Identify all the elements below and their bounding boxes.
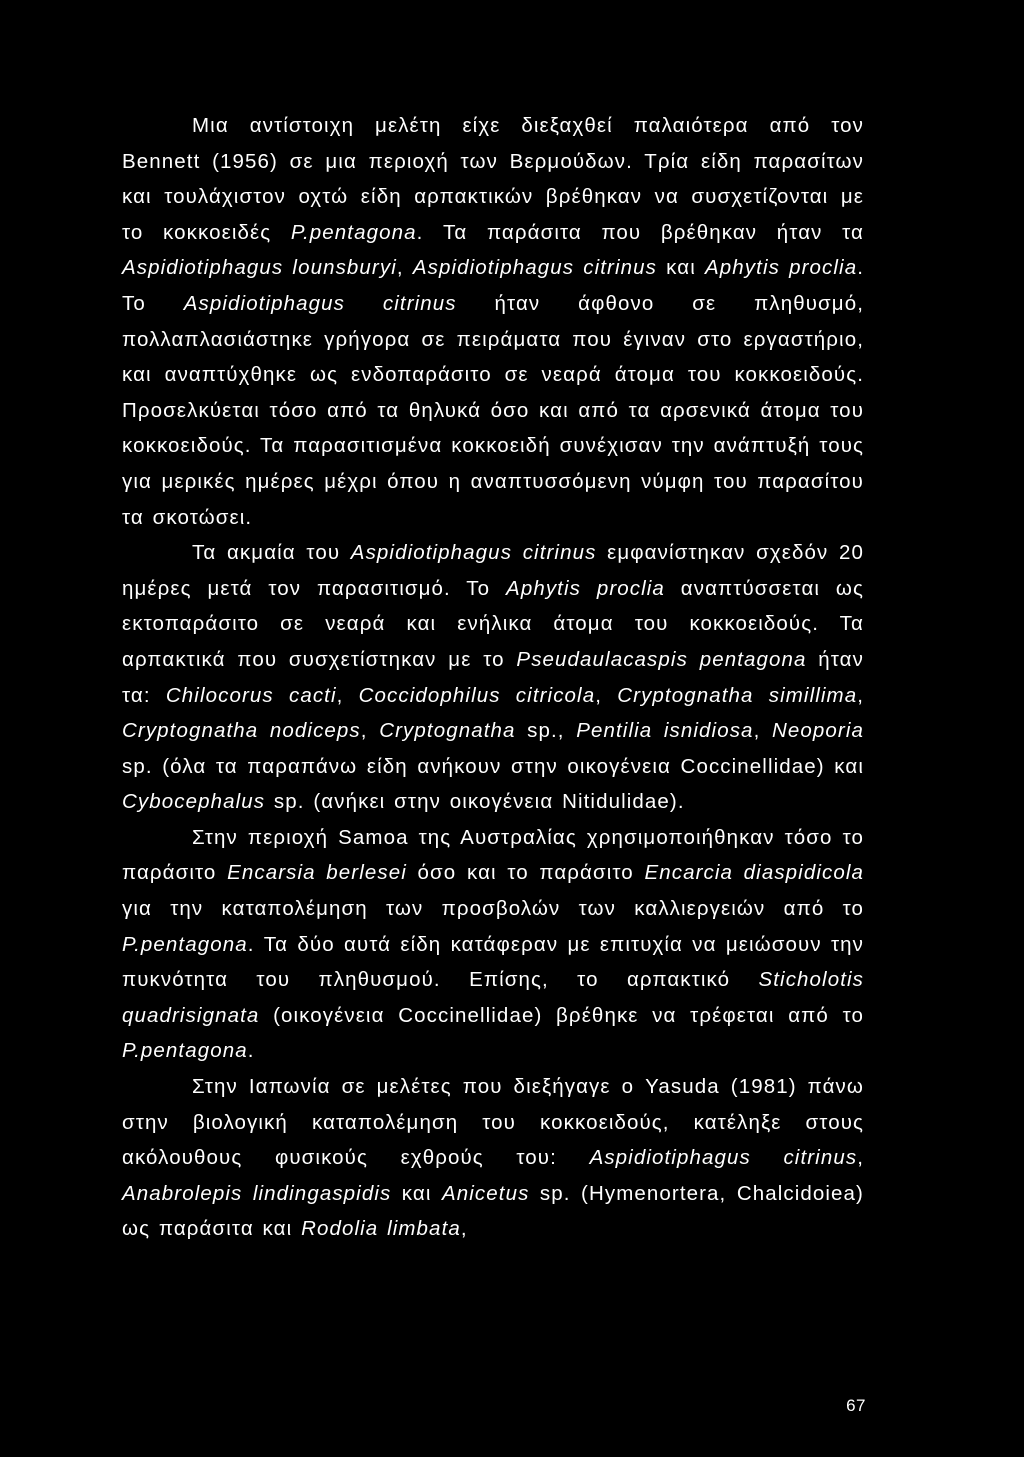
species-name: Neoporia (772, 719, 864, 743)
text-run: (οικογένεια Coccinellidae) βρέθηκε να τρέφεται από το (259, 1003, 864, 1027)
text-run: Στην περιοχή Samoa της Αυστραλίας χρησιμοποιήθηκαν τόσο το παράσιτο (122, 825, 864, 885)
text-run: sp. (Hymenortera, Chalcidoiea) ως παράσιτα και (122, 1181, 864, 1241)
text-run: Μια αντίστοιχη μελέτη είχε διεξαχθεί παλαιότερα από τον Bennett (1956) σε μια περιοχή των Βερμούδων. Τρία είδη παρασίτων και τουλάχιστον οχτώ είδη αρπακτικών βρέθηκαν να συσχετίζονται με το κοκκοειδές (122, 114, 864, 244)
text-run: , (460, 1217, 468, 1241)
text-run: ήταν άφθονο σε πληθυσμό, πολλαπλασιάστηκε γρήγορα σε πειράματα που έγιναν στο εργαστήριο, και αναπτύχθηκε ως ενδοπαράσιτο σε νεαρά άτομα του κοκκοειδούς. Προσελκύεται τόσο από τα θηλυκά όσο και από τα αρσενικά άτομα του κοκκοειδούς. Τα παρασιτισμένα κοκκοειδή συνέχισαν την ανάπτυξή τους για μερικές ημέρες μέχρι όπου η αναπτυσσόμενη νύμφη του παρασίτου τα σκοτώσει. (122, 291, 864, 529)
species-name: Rodolia limbata (301, 1217, 461, 1241)
species-name: Cryptognatha (379, 719, 516, 743)
text-run: sp. (ανήκει στην οικογένεια Nitidulidae). (265, 790, 685, 814)
species-name: Encarcia diaspidicola (644, 861, 865, 885)
species-name: P.pentagona (290, 220, 417, 244)
text-run: και (391, 1181, 442, 1205)
species-name: Cybocephalus (122, 790, 266, 814)
species-name: Pentilia isnidiosa (576, 719, 754, 743)
paragraph (122, 535, 864, 820)
species-name: Anabrolepis lindingaspidis (122, 1181, 392, 1205)
species-name: P.pentagona (122, 932, 248, 956)
text-run: , (360, 719, 380, 743)
species-name: Aphytis proclia (506, 576, 665, 600)
body-text (122, 108, 864, 1247)
species-name: Aspidiotiphagus citrinus (412, 256, 657, 280)
text-run: , (595, 683, 618, 707)
species-name: Aspidiotiphagus citrinus (183, 291, 457, 315)
text-run: Στην Ιαπωνία σε μελέτες που διεξήγαγε ο Yasuda (1981) πάνω στην βιολογική καταπολέμηση του κοκκοειδούς, κατέληξε στους ακόλουθους φυσικούς εχθρούς του: (122, 1075, 864, 1170)
species-name: Aspidiotiphagus citrinus (589, 1146, 858, 1170)
paragraph (122, 1069, 864, 1247)
text-run: . (247, 1039, 255, 1063)
species-name: Coccidophilus citricola (358, 683, 596, 707)
text-run: sp., (515, 719, 577, 743)
text-run: αναπτύσσεται ως εκτοπαράσιτο σε νεαρά και ενήλικα άτομα του κοκκοειδούς. Τα αρπακτικά που συσχετίστηκαν με το (122, 576, 864, 671)
species-name: Cryptognatha simillima (617, 683, 858, 707)
text-run: . Το (122, 256, 865, 315)
species-name: Aspidiotiphagus lounsburyi (122, 256, 397, 280)
page-number: 67 (846, 1396, 866, 1415)
species-name: Sticholotis quadrisignata (122, 968, 864, 1027)
text-run: όσο και το παράσιτο (406, 861, 645, 885)
species-name: Aspidiotiphagus citrinus (350, 541, 597, 565)
species-name: Aphytis proclia (705, 256, 858, 280)
species-name: Pseudaulacaspis pentagona (516, 647, 807, 671)
species-name: Cryptognatha nodiceps (122, 719, 361, 743)
species-name: Anicetus (442, 1181, 530, 1205)
species-name: Encarsia berlesei (227, 861, 407, 885)
text-run: sp. (όλα τα παραπάνω είδη ανήκουν στην οικογένεια Coccinellidae) και (122, 754, 864, 778)
species-name: Chilocorus cacti (165, 683, 337, 707)
text-run: . Τα δύο αυτά είδη κατάφεραν με επιτυχία να μειώσουν την πυκνότητα του πληθυσμού. Επίσης, το αρπακτικό (122, 932, 864, 992)
text-run: , (857, 683, 865, 707)
species-name: P.pentagona (122, 1039, 248, 1063)
text-run: για την καταπολέμηση των προσβολών των καλλιεργειών από το (122, 897, 864, 921)
text-run: και (656, 256, 706, 280)
paragraph (122, 108, 864, 535)
text-run: , (396, 256, 413, 280)
text-run: ήταν τα: (122, 647, 864, 707)
text-run: Τα ακμαία του (192, 541, 351, 565)
paragraph (122, 820, 864, 1069)
text-run: , (857, 1146, 864, 1170)
text-run: , (336, 683, 359, 707)
text-run: . Τα παράσιτα που βρέθηκαν ήταν τα (416, 220, 864, 244)
text-run: , (753, 719, 772, 743)
text-run: εμφανίστηκαν σχεδόν 20 ημέρες μετά τον παρασιτισμό. Το (122, 541, 864, 600)
